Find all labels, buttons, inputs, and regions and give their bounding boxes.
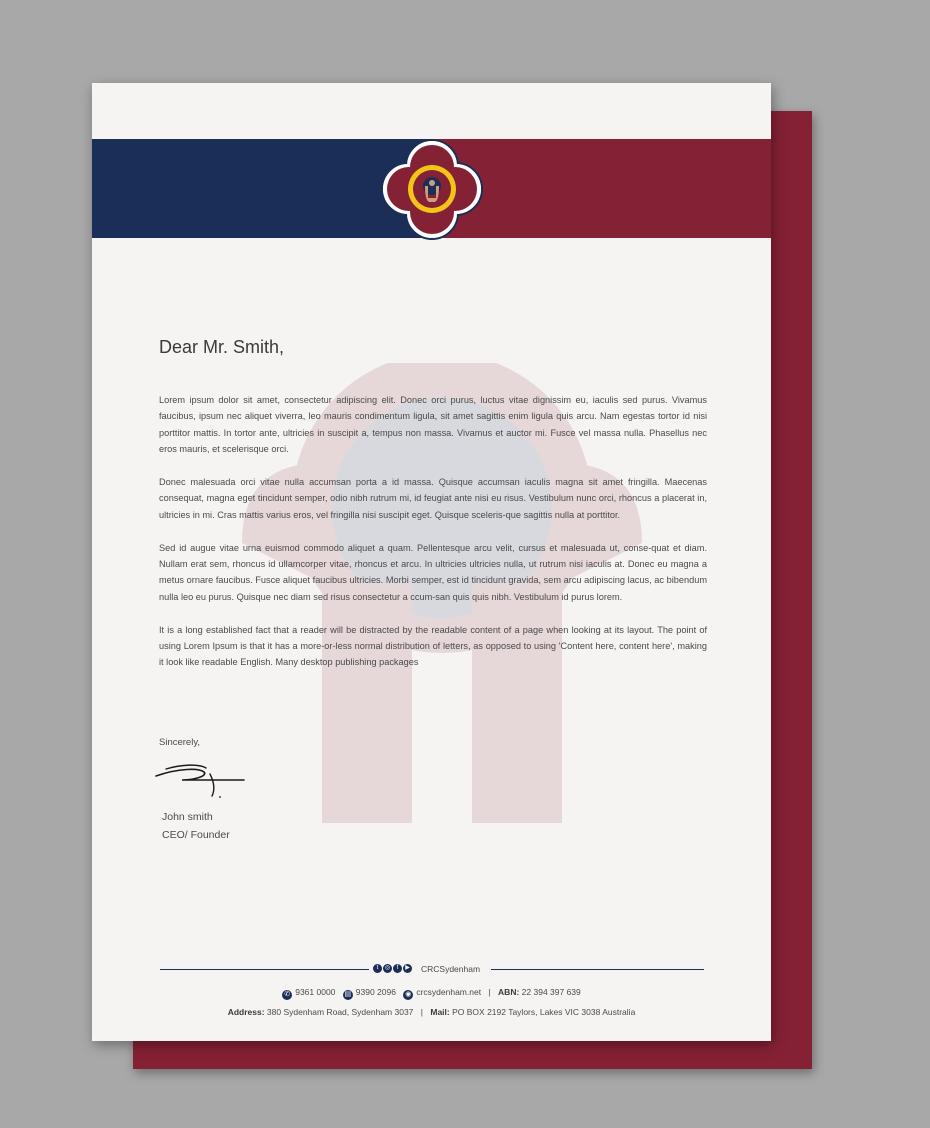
body-paragraph: It is a long established fact that a reader will be distracted by the readable content of a page when looking at its layout. The point of using Lorem Ipsum is that it has a more-or-less normal distribution of letters, as opposed to using 'Content here, content here', making it look like readable English. Many desktop publishing packages (159, 624, 707, 668)
signer-title: CEO/ Founder (162, 829, 230, 841)
twitter-icon[interactable]: t (373, 964, 382, 973)
website[interactable]: crcsydenham.net (416, 987, 482, 997)
address-row (92, 1007, 771, 1017)
salutation: Dear Mr. Smith, (159, 337, 285, 357)
footer-divider (491, 969, 704, 970)
address-label: Address: (227, 1007, 265, 1017)
social-icons (373, 964, 412, 973)
separator: | (488, 987, 491, 997)
signer-name: John smith (162, 811, 213, 823)
crest-logo-icon (378, 136, 486, 243)
web-icon: ◉ (405, 991, 412, 998)
address-value: 380 Sydenham Road, Sydenham 3037 (266, 1007, 414, 1017)
mail-value: PO BOX 2192 Taylors, Lakes VIC 3038 Australia (452, 1007, 636, 1017)
separator: | (420, 1007, 423, 1017)
phone-number: 9361 0000 (295, 987, 336, 997)
fax-icon: ▤ (344, 991, 352, 998)
phone-icon: ✆ (282, 990, 292, 1000)
letterhead-page (92, 83, 771, 1041)
body-paragraph: Lorem ipsum dolor sit amet, consectetur adipiscing elit. Donec orci purus, luctus vitae dignissim eu, iaculis sed purus. Vivamus faucibus, ipsum nec aliquet viverra, leo mauris condimentum ligula, sit amet sagittis enim ligula quis arcu. Nam egestas tortor id nisi porttitor mattis. In tortor ante, ultricies in suscipit a, tempus non massa. Vivamus et auctor mi. Fusce vel massa nulla. Phasellus nec eros mauris, et scelerisque orci. (159, 395, 707, 455)
contact-row (92, 987, 771, 1000)
abn-label: ABN: (498, 987, 520, 997)
instagram-icon[interactable]: ◎ (384, 965, 391, 971)
signature-icon (154, 758, 246, 802)
body-paragraph: Sed id augue vitae urna euismod commodo aliquet a quam. Pellentesque arcu velit, cursus et malesuada ut, conse-quat et diam. Nullam erat sem, rhoncus id ullamcorper vitae, rhoncus et arcu. In ultricies ultricies nulla, ut rutrum nisi iaculis at. Donec eu magna a metus ornare faucibus. Fusce aliquet faucibus ultricies. Morbi semper, est id tincidunt gravida, sem arcu adipiscing lacus, ac bibendum nulla leo eu purus. Quisque nec diam sed risus consectetur a ccum-san quis quis nibh. Vestibulum id purus lorem. (159, 542, 707, 602)
letter-body (159, 392, 707, 687)
fax-number: 9390 2096 (355, 987, 396, 997)
mail-label: Mail: (430, 1007, 450, 1017)
facebook-icon[interactable]: f (393, 964, 402, 973)
abn-value: 22 394 397 639 (521, 987, 581, 997)
footer-divider (160, 969, 369, 970)
youtube-icon[interactable]: ▶ (403, 964, 412, 973)
body-paragraph: Donec malesuada orci vitae nulla accumsan porta a id massa. Quisque accumsan iaculis magna sit amet fringilla. Maecenas consequat, magna eget tincidunt semper, odio nibh rutrum mi, id feugiat ante nisi eu risus. Vestibulum nunc orci, rhoncus a placerat in, ultricies in mi. Cras mattis varius eros, vel fringilla nisi suscipit eget. Quisque sceleris-que sagittis nulla at porttitor. (159, 477, 707, 520)
social-handle[interactable]: CRCSydenham (421, 964, 481, 974)
closing: Sincerely, (159, 737, 201, 748)
